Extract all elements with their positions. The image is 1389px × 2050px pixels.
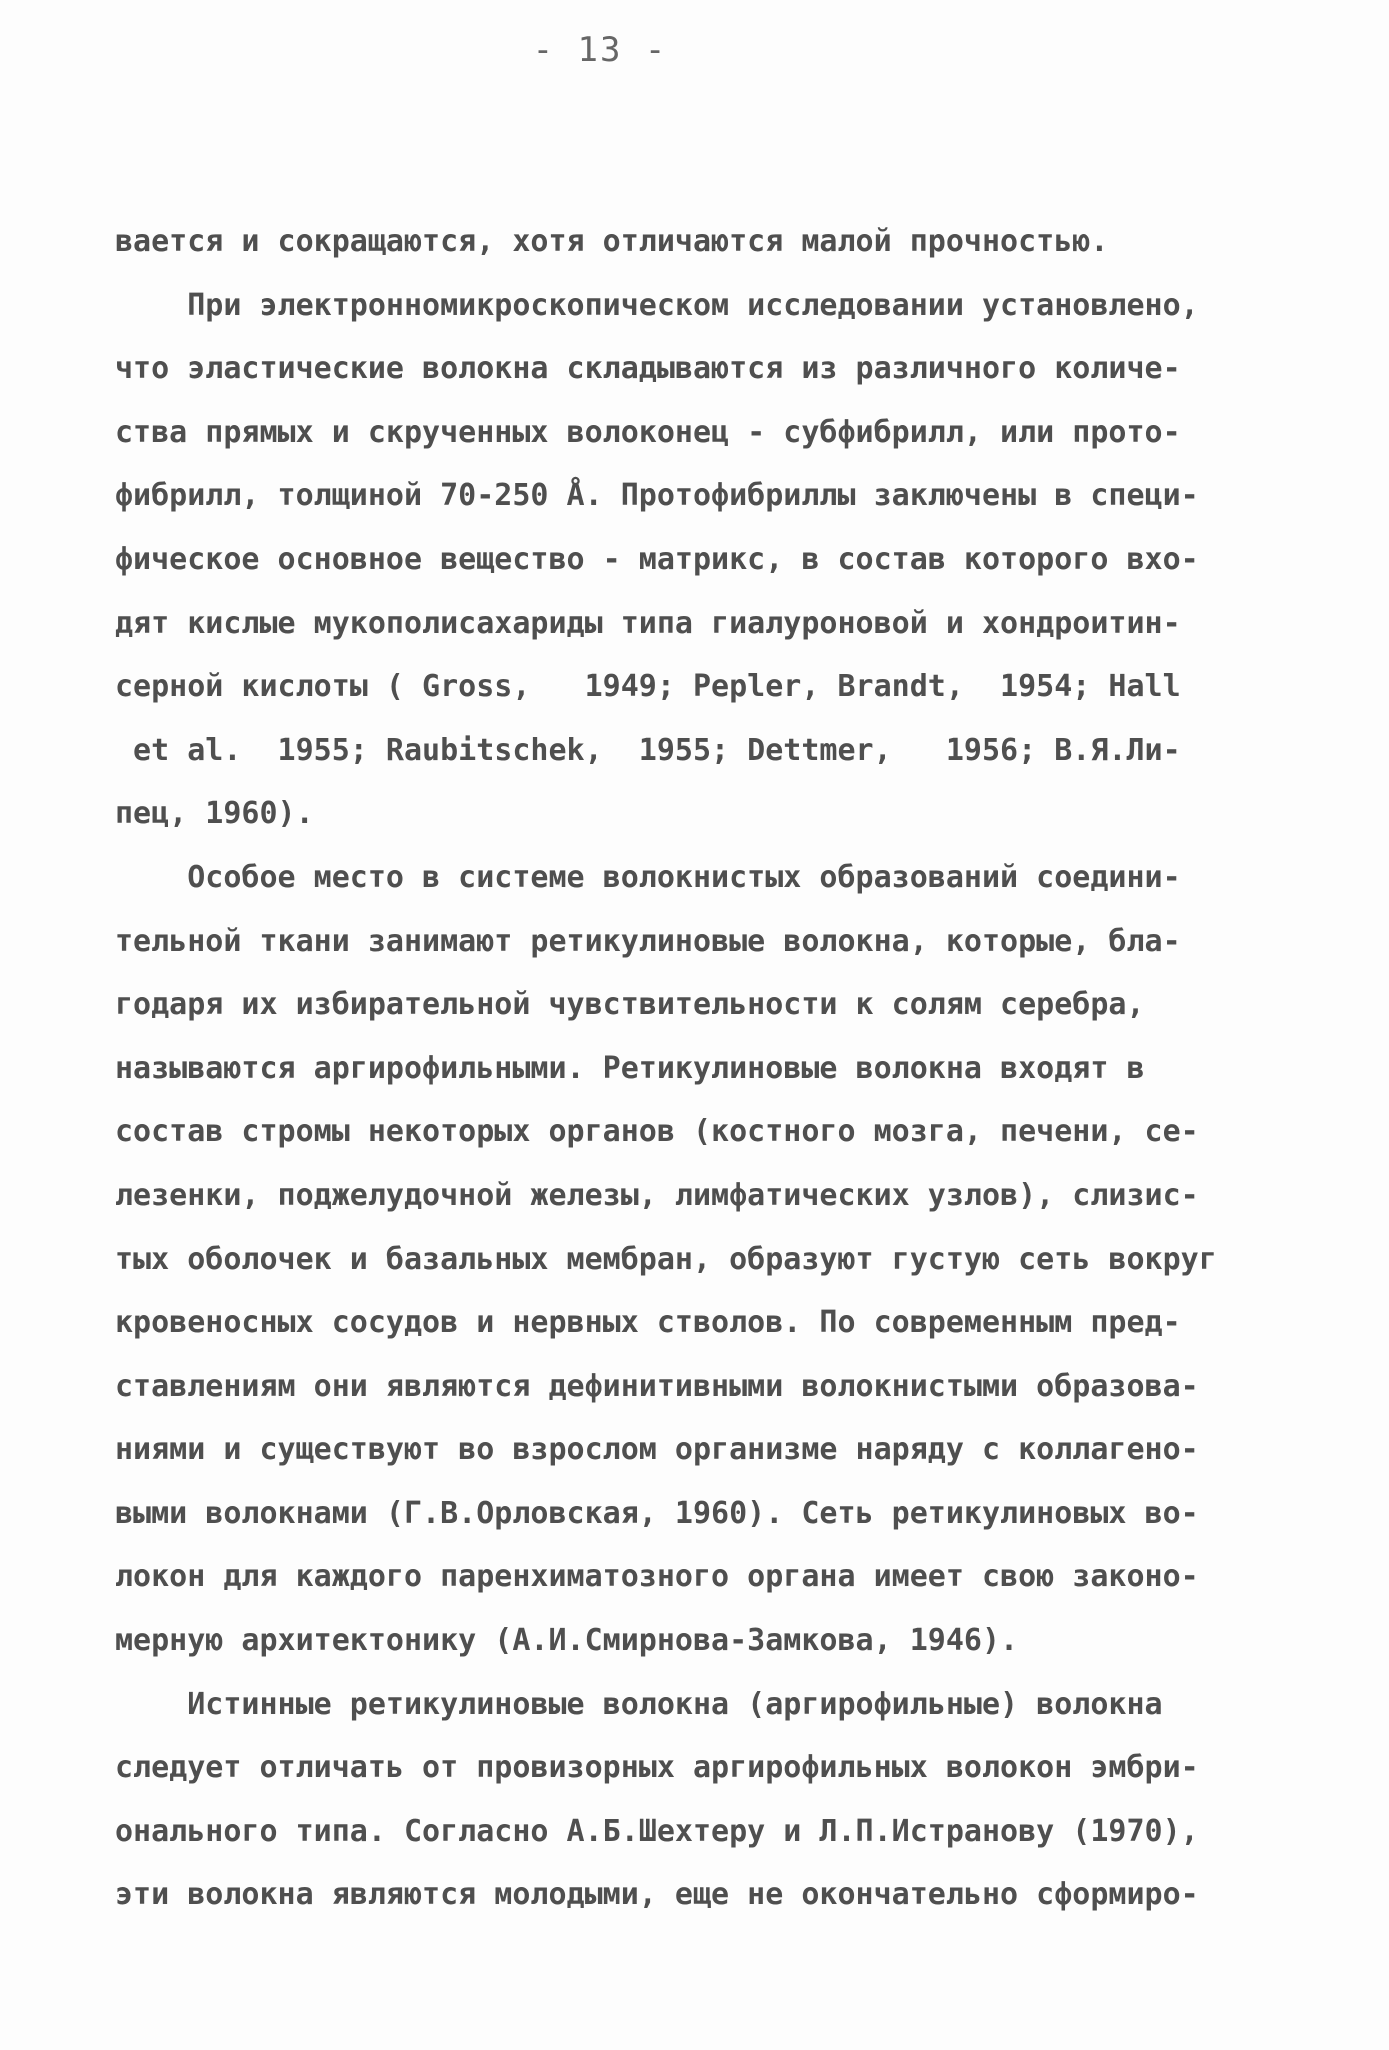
text-line: фибрилл, толщиной 70-250 Å. Протофибриллы заключены в специ- — [115, 478, 1199, 514]
text-line: эти волокна являются молодыми, еще не окончательно сформиро- — [115, 1877, 1199, 1913]
text-line: вается и сокращаются, хотя отличаются малой прочностью. — [115, 224, 1109, 259]
text-line: Истинные ретикулиновые волокна (аргирофильные) волокна — [115, 1686, 1163, 1722]
text-line: ства прямых и скрученных волоконец - субфибрилл, или прото- — [115, 414, 1181, 450]
text-line: годаря их избирательной чувствительности к солям серебра, — [115, 987, 1145, 1023]
page-number: - 13 - — [532, 30, 668, 70]
text-line: ставлениям они являются дефинитивными волокнистыми образова- — [115, 1368, 1199, 1404]
text-line: серной кислоты ( Gross, 1949; Pepler, Brandt, 1954; Hall — [115, 669, 1181, 705]
text-line: ниями и существуют во взрослом организме наряду с коллагено- — [115, 1432, 1199, 1468]
text-line: что эластические волокна складываются из различного количе- — [115, 351, 1181, 387]
text-line: мерную архитектонику (А.И.Смирнова-Замкова, 1946). — [115, 1623, 1019, 1659]
text-line: Особое место в системе волокнистых образований соедини- — [115, 859, 1181, 895]
text-line: состав стромы некоторых органов (костного мозга, печени, се- — [115, 1114, 1199, 1150]
text-line: При электронномикроскопическом исследовании установлено, — [115, 287, 1199, 323]
text-line: дят кислые мукополисахариды типа гиалуроновой и хондроитин- — [115, 605, 1181, 641]
text-line: локон для каждого паренхиматозного органа имеет свою законо- — [115, 1559, 1199, 1595]
text-line: онального типа. Согласно А.Б.Шехтеру и Л.П.Истранову (1970), — [115, 1813, 1199, 1849]
text-line: et al. 1955; Raubitschek, 1955; Dettmer, 1956; В.Я.Ли- — [115, 732, 1181, 768]
text-line: выми волокнами (Г.В.Орловская, 1960). Сеть ретикулиновых во- — [115, 1495, 1199, 1531]
text-line: тых оболочек и базальных мембран, образуют густую сеть вокруг — [115, 1241, 1217, 1277]
text-line: пец, 1960). — [115, 796, 314, 832]
text-line: следует отличать от провизорных аргирофильных волокон эмбри- — [115, 1750, 1199, 1786]
text-line: фическое основное вещество - матрикс, в состав которого вхо- — [115, 541, 1199, 577]
body-text — [115, 210, 1295, 1927]
text-line: лезенки, поджелудочной железы, лимфатических узлов), слизис- — [115, 1177, 1199, 1213]
text-line: тельной ткани занимают ретикулиновые волокна, которые, бла- — [115, 923, 1181, 959]
text-line: кровеносных сосудов и нервных стволов. По современным пред- — [115, 1305, 1181, 1341]
text-line: называются аргирофильными. Ретикулиновые волокна входят в — [115, 1050, 1145, 1086]
